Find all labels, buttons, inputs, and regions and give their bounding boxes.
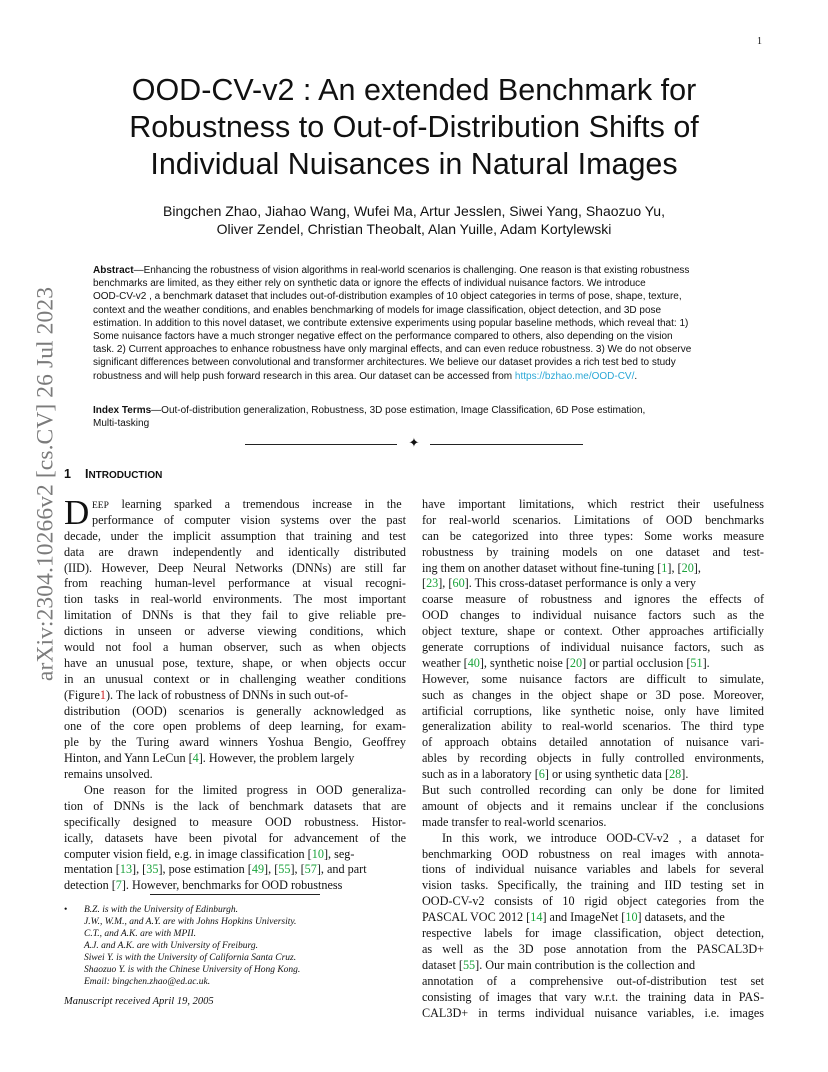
body-line: coarse measure of robustness and ignores the effects of (422, 592, 764, 607)
citation-link[interactable]: 55 (462, 957, 476, 972)
figure-ref-link[interactable]: 1 (99, 687, 106, 702)
citation-link[interactable]: 60 (452, 576, 465, 591)
body-line: dataset [ 55 ]. Our main contribution is the collection and (422, 957, 696, 972)
footnote-line: J.W., W.M., and A.Y. are with Johns Hopkins University. (84, 917, 297, 927)
body-line: data are drawn independently and identically distributed (64, 544, 406, 559)
body-line: from reaching human-level performance at visual recogni- (64, 576, 406, 591)
abstract-line: task. 2) Current approaches to enhance robustness have only marginal effects, and can even reduce robustness. 3) We do not observe (93, 344, 692, 356)
footnote-line: C.T., and A.K. are with MPII. (84, 929, 196, 939)
body-line: benchmarking OOD robustness on real images with annota- (422, 846, 764, 861)
body-line: detection [ 7 ]. However, benchmarks for OOD robustness (64, 878, 343, 893)
body-line: generalization ability to real-world scenarios. The third type (422, 719, 764, 734)
body-line: for real-world scenarios. Limitations of OOD benchmarks (422, 512, 764, 527)
citation-link[interactable]: 20 (569, 655, 583, 670)
divider-rule (245, 444, 397, 445)
body-line: annotation of a comprehensive out-of-distribution test set (422, 973, 764, 988)
body-line: of approach obtains detailed annotation of nuisance vari- (422, 735, 764, 750)
section-heading: 1 INTRODUCTION (64, 467, 163, 481)
body-line: OOD-CV-v2 consists of 10 rigid object categories from the (422, 894, 764, 909)
index-terms-label: Index Terms (93, 405, 152, 416)
abstract-line: significant differences between convolutional and transformer architectures. We believe our dataset provides a rich test bed to study (93, 357, 676, 369)
body-line: ables by recording objects in fully controlled environments, (422, 751, 764, 766)
right-column (422, 497, 764, 1021)
body-line: dictions in unseen or adverse viewing conditions, which (64, 624, 406, 639)
author-line: Bingchen Zhao, Jiahao Wang, Wufei Ma, Artur Jesslen, Siwei Yang, Shaozuo Yu, (163, 203, 665, 219)
author-line: Oliver Zendel, Christian Theobalt, Alan Yuille, Adam Kortylewski (216, 221, 612, 237)
body-line: However, some nuisance factors are difficult to simulate, (422, 671, 764, 686)
drop-cap: D (64, 493, 90, 532)
left-column (64, 493, 406, 894)
body-line: PASCAL VOC 2012 [ 14 ] and ImageNet [ 10 ] datasets, and the (422, 910, 725, 925)
section-number: 1 (64, 467, 71, 481)
citation-link[interactable]: 23 (426, 576, 439, 591)
body-line: decade, under the implicit assumption that training and test (64, 528, 406, 543)
citation-link[interactable]: 1 (661, 560, 668, 575)
body-line: such as in a laboratory [ 6 ] or using synthetic data [ 28 ]. (422, 767, 689, 782)
footnote-line: Siwei Y. is with the University of California Santa Cruz. (84, 953, 297, 963)
body-line: made transfer to real-world scenarios. (422, 814, 607, 829)
body-line: (IID). However, Deep Neural Networks (DNNs) are still far (64, 560, 406, 575)
abstract-line: Abstract—Enhancing the robustness of vision algorithms in real-world scenarios is challenging. One reason is that existing robustness (93, 265, 690, 276)
citation-link[interactable]: 20 (681, 560, 694, 575)
body-line: mentation [ 13 ], [ 35 ], pose estimation [ 49 ], [ 55 ], [ 57 ], and part (64, 862, 367, 877)
manuscript-note: Manuscript received April 19, 2005 (64, 996, 214, 1007)
abstract-line: robustness and will help push forward research in this area. Our dataset can be accessed from https://bzhao.me/OOD-CV/. (93, 370, 638, 382)
citation-link[interactable]: 51 (690, 655, 703, 670)
body-line: robustness by training models on one dataset and test- (422, 544, 764, 559)
body-line: computer vision field, e.g. in image classification [ 10 ], seg- (64, 846, 355, 861)
body-line: OOD changes to individual nuisance factors such as the (422, 608, 764, 623)
body-line: as well as the 3D pose annotation from the PASCAL3D+ (422, 941, 764, 956)
body-line: tion tasks in real-world environments. The most important (64, 592, 406, 607)
title-line: Robustness to Out-of-Distribution Shifts of (129, 110, 699, 144)
body-line: tion of DNNs is the lack of benchmark datasets that are (64, 798, 406, 813)
body-line: such as changes in the object shape or 3D pose. Moreover, (422, 687, 764, 702)
body-line: ing them on another dataset without fine-tuning [ 1 ], [ 20 ], (422, 560, 701, 575)
body-line: object texture, shape or context. Other approaches artificially (422, 624, 764, 639)
body-line: CAL3D+ in terms individual nuisance variables, i.e. images (422, 1005, 764, 1020)
citation-link[interactable]: 49 (251, 862, 265, 877)
footnote-line: B.Z. is with the University of Edinburgh. (84, 905, 239, 915)
citation-link[interactable]: 13 (119, 862, 133, 877)
body-line: consisting of images that vary w.r.t. the training data in PAS- (422, 989, 764, 1004)
body-line: in an unusual context or in challenging weather conditions (64, 671, 406, 686)
divider-rule (430, 444, 583, 445)
body-line: distribution (OOD) scenarios is generally acknowledged as (64, 703, 406, 718)
abstract-line: estimation. In addition to this novel dataset, we contribute extensive experiments using popular baseline methods, which reveal that: 1) (93, 317, 689, 329)
affiliation-footnotes (64, 904, 394, 988)
citation-link[interactable]: 7 (115, 878, 122, 893)
abstract-line: OOD-CV-v2 , a benchmark dataset that includes out-of-distribution examples of 10 object categories in terms of pose, shape, texture, (93, 291, 682, 303)
body-line: (Figure 1 ). The lack of robustness of DNNs in such out-of- (64, 687, 349, 702)
citation-link[interactable]: 28 (669, 767, 682, 782)
body-line: amount of objects and it remains unclear if the conclusions (422, 798, 764, 813)
body-line: weather [ 40 ], synthetic noise [ 20 ] or partial occlusion [ 51 ]. (422, 655, 710, 670)
body-line: have important limitations, which restrict their usefulness (422, 497, 764, 511)
index-terms (93, 404, 738, 430)
body-line: limitation of DNNs is that they fail to give reliable pre- (64, 608, 406, 623)
body-line: tions of individual nuisance variables and labels for several (422, 862, 764, 877)
citation-link[interactable]: 57 (304, 862, 317, 877)
citation-link[interactable]: 6 (538, 767, 545, 782)
footnote-line: Email: bingchen.zhao@ed.ac.uk. (84, 977, 211, 987)
body-line: One reason for the limited progress in OOD generaliza- (84, 783, 406, 798)
body-line: remains unsolved. (64, 767, 153, 782)
index-terms-line: Index Terms—Out-of-distribution generalization, Robustness, 3D pose estimation, Image Classification, 6D Pose estimation, (93, 405, 646, 416)
citation-link[interactable]: 35 (146, 862, 159, 877)
footnote-line: A.J. and A.K. are with University of Freiburg. (84, 941, 258, 951)
body-line: Hinton, and Yann LeCun [ 4 ]. However, the problem largely (64, 751, 355, 766)
body-line: performance of computer vision systems over the past (92, 512, 406, 527)
abstract-line: context and the weather conditions, and enables benchmarking of models for image classification, object detection, and 3D pose (93, 304, 662, 316)
citation-link[interactable]: 10 (311, 846, 324, 861)
divider-star-icon: ✦ (408, 436, 420, 451)
bullet-icon: • (64, 905, 68, 915)
author-list (80, 202, 748, 238)
index-terms-line: Multi-tasking (93, 418, 150, 430)
citation-link[interactable]: 4 (192, 751, 199, 766)
dataset-link[interactable]: https://bzhao.me/OOD-CV/ (514, 370, 635, 382)
body-line: ple by the Turing award winners Yoshua Bengio, Geoffrey (64, 735, 406, 750)
arxiv-id-text: arXiv:2304.10266v2 [cs.CV] 26 Jul 2023 (32, 286, 59, 682)
body-line: But such controlled recording can only be done for limited (422, 783, 764, 798)
citation-link[interactable]: 55 (278, 862, 291, 877)
abstract-line: benchmarks are limited, as they either rely on synthetic data or ignore the effects of individual nuisance factors. We introduce (93, 278, 646, 290)
paper-title (80, 72, 748, 183)
abstract-label: Abstract (93, 265, 134, 276)
body-line: In this work, we introduce OOD-CV-v2 , a dataset for (442, 830, 764, 845)
citation-link[interactable]: 10 (625, 910, 638, 925)
citation-link[interactable]: 40 (467, 655, 480, 670)
abstract (93, 264, 738, 383)
body-line: [ 23 ], [ 60 ]. This cross-dataset performance is only a very (422, 576, 696, 591)
body-line: artificial corruptions, like synthetic noise, only have limited (422, 703, 764, 718)
citation-link[interactable]: 14 (530, 910, 543, 925)
footnote-line: Shaozuo Y. is with the Chinese University of Hong Kong. (84, 965, 301, 975)
body-line: ically, datasets have been pivotal for advancement of the (64, 830, 406, 845)
body-line: would not fool a human observer, such as when objects (64, 640, 406, 655)
body-line: vision tasks. Specifically, the training and IID testing set in (422, 878, 764, 893)
body-line: have an unusual pose, texture, shape, or when objects occur (64, 655, 406, 670)
footnote-rule (150, 894, 320, 895)
body-line: specifically designed to measure OOD robustness. Histor- (64, 814, 406, 829)
page-number: 1 (757, 36, 762, 47)
abstract-line: Some nuisance factors have a much stronger negative effect on the performance compared to others, also depending on the vision (93, 331, 673, 343)
section-divider (245, 437, 583, 451)
body-line: D EEP learning sparked a tremendous increase in the (64, 493, 402, 532)
title-line: OOD-CV-v2 : An extended Benchmark for (131, 73, 697, 107)
body-line: one of the core open problems of deep learning, for exam- (64, 719, 406, 734)
body-line: generate corruptions of individual nuisance factors, such as (422, 640, 764, 655)
body-line: can be categorized into three types: Some works measure (422, 528, 764, 543)
body-line: respective labels for image classification, object detection, (422, 926, 764, 941)
title-line: Individual Nuisances in Natural Images (150, 147, 678, 181)
